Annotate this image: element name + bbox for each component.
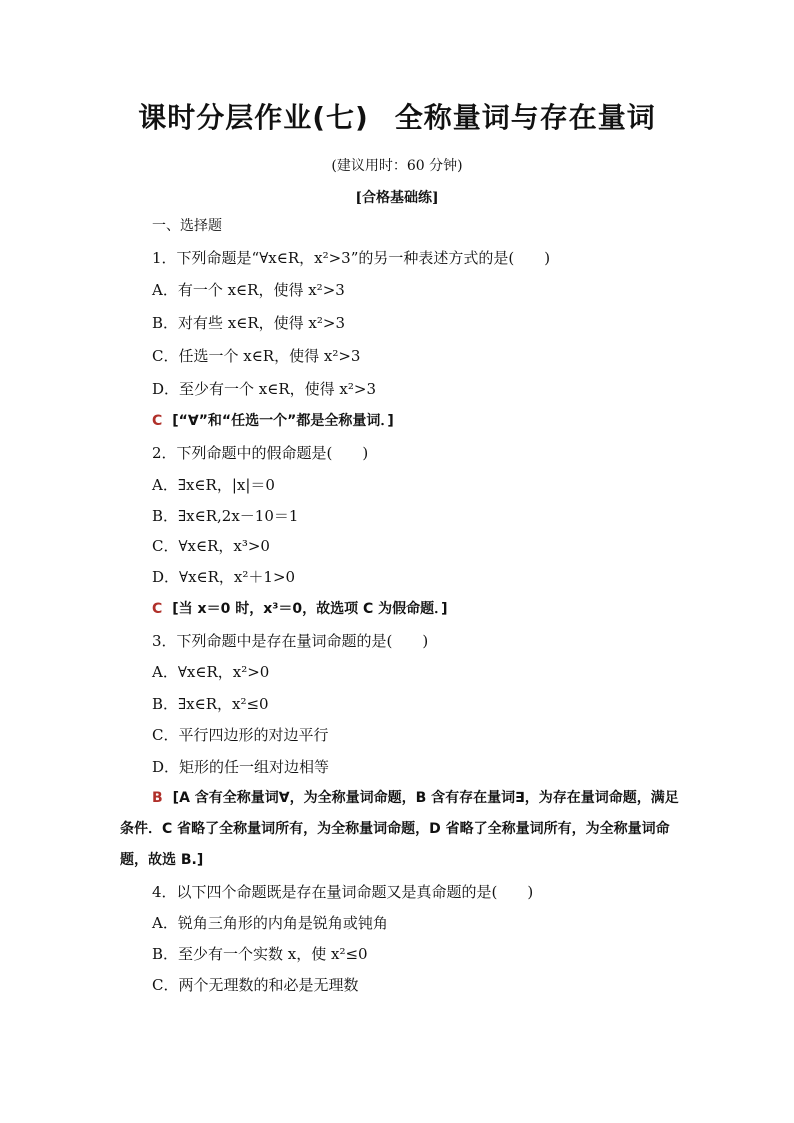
q4-option-a: A．锐角三角形的内角是锐角或钝角: [152, 914, 388, 932]
suggested-time: (建议用时：60 分钟): [331, 158, 463, 174]
q4-stem: 4．以下四个命题既是存在量词命题又是真命题的是( ): [152, 883, 534, 901]
q2-option-d: D．∀x∈R，x²＋1>0: [152, 568, 296, 586]
q1-answer-key: C: [152, 413, 163, 429]
q3-option-a: A．∀x∈R，x²>0: [152, 663, 270, 681]
q2-answer: [152, 599, 448, 619]
title-part-1: 课时分层作业(七): [138, 101, 369, 134]
q2-answer-key: C: [152, 601, 163, 617]
q1-option-a: A．有一个 x∈R，使得 x²>3: [152, 281, 345, 299]
title-part-2: 全称量词与存在量词: [394, 101, 656, 134]
q3-option-b: B．∃x∈R，x²≤0: [152, 695, 269, 713]
q3-stem: 3．下列命题中是存在量词命题的是( ): [152, 632, 429, 650]
q4-option-c: C．两个无理数的和必是无理数: [152, 976, 359, 994]
q3-answer-key: B: [152, 790, 163, 806]
q2-option-c: C．∀x∈R，x³>0: [152, 537, 270, 555]
q1-option-c: C．任选一个 x∈R，使得 x²>3: [152, 347, 361, 365]
q3-option-d: D．矩形的任一组对边相等: [152, 758, 330, 776]
q1-option-d: D．至少有一个 x∈R，使得 x²>3: [152, 380, 377, 398]
q3-explanation: [A 含有全称量词∀，为全称量词命题，B 含有存在量词∃，为存在量词命题，满足条件．C 省略了全称量词所有，为全称量词命题，D 省略了全称量词所有，为全称量词命题，故选 B.]: [120, 790, 679, 868]
q4-option-b: B．至少有一个实数 x，使 x²≤0: [152, 945, 368, 963]
q1-explanation: [“∀”和“任选一个”都是全称量词．]: [172, 413, 394, 429]
q1-answer: [152, 411, 394, 431]
page-title: [0, 96, 794, 136]
q3-answer: [120, 783, 680, 876]
q2-option-a: A．∃x∈R，|x|＝0: [152, 476, 275, 494]
q1-option-b: B．对有些 x∈R，使得 x²>3: [152, 314, 346, 332]
q3-option-c: C．平行四边形的对边平行: [152, 726, 329, 744]
section-heading: 一、选择题: [152, 218, 222, 234]
q1-stem: 1．下列命题是“∀x∈R，x²>3”的另一种表述方式的是( ): [152, 249, 551, 267]
q2-explanation: [当 x＝0 时，x³＝0，故选项 C 为假命题．]: [172, 601, 448, 617]
q2-option-b: B．∃x∈R,2x－10＝1: [152, 507, 299, 525]
q2-stem: 2．下列命题中的假命题是( ): [152, 444, 369, 462]
level-label: [合格基础练]: [355, 190, 439, 206]
